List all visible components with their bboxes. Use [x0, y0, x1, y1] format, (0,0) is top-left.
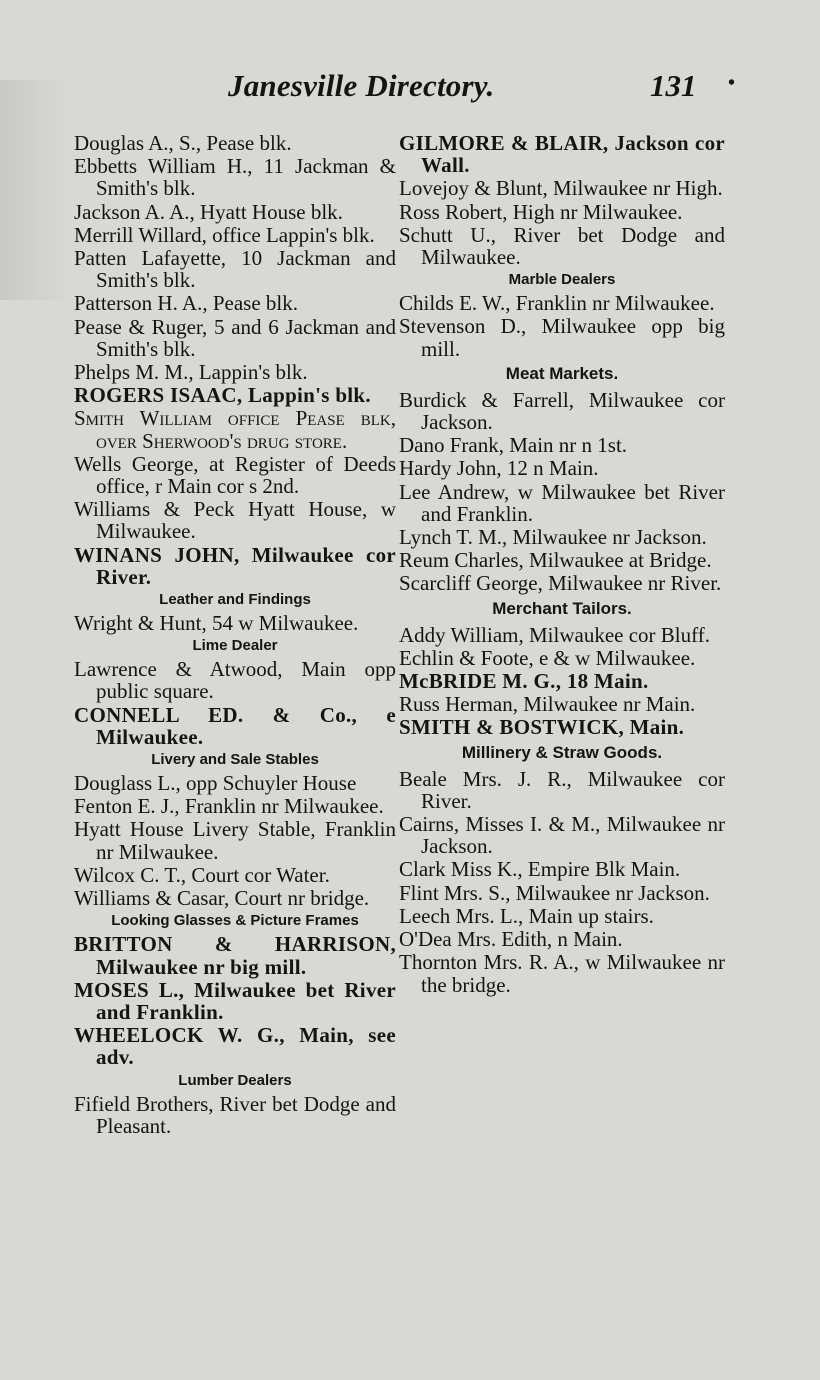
directory-entry: WINANS JOHN, Milwaukee cor River.	[74, 542, 396, 589]
directory-entry: Flint Mrs. S., Milwaukee nr Jackson.	[399, 880, 710, 905]
section-heading: Looking Glasses & Picture Frames	[111, 912, 359, 930]
directory-entry: Phelps M. M., Lappin's blk.	[74, 360, 308, 385]
directory-entry: Patterson H. A., Pease blk.	[74, 291, 298, 316]
directory-entry: Lynch T. M., Milwaukee nr Jackson.	[399, 525, 707, 550]
directory-entry: GILMORE & BLAIR, Jackson cor Wall.	[399, 131, 725, 178]
directory-entry: Addy William, Milwaukee cor Bluff.	[399, 622, 710, 647]
section-heading: Leather and Findings	[159, 591, 311, 609]
right-column	[399, 132, 725, 997]
directory-entry: Ross Robert, High nr Milwaukee.	[399, 199, 683, 224]
directory-entry: Douglass L., opp Schuyler House	[74, 771, 357, 796]
directory-entry: Echlin & Foote, e & w Milwaukee.	[399, 645, 696, 670]
directory-entry: Williams & Casar, Court nr bridge.	[74, 886, 370, 911]
directory-entry: Merrill Willard, office Lappin's blk.	[74, 222, 375, 247]
directory-entry: Douglas A., S., Pease blk.	[74, 131, 292, 155]
section-heading: Meat Markets.	[505, 363, 619, 383]
directory-entry: SMITH & BOSTWICK, Main.	[399, 715, 685, 740]
section-heading: Marble Dealers	[508, 271, 616, 289]
directory-entry: Beale Mrs. J. R., Milwaukee cor River.	[399, 766, 725, 813]
directory-entry: Schutt U., River bet Dodge and Milwaukee.	[399, 222, 725, 270]
directory-entry: Russ Herman, Milwaukee nr Main.	[399, 692, 696, 717]
directory-entry: ROGERS ISAAC, Lappin's blk.	[74, 383, 371, 408]
directory-entry: CONNELL ED. & Co., e Milwaukee.	[74, 702, 396, 749]
section-heading: Lime Dealer	[192, 637, 278, 655]
directory-entry: Scarcliff George, Milwaukee nr River.	[399, 571, 722, 596]
page-number: 131	[650, 68, 697, 103]
left-column	[74, 132, 396, 1138]
directory-entry: Cairns, Misses I. & M., Milwaukee nr Jackson.	[399, 812, 725, 859]
directory-entry: Lee Andrew, w Milwaukee bet River and Franklin.	[399, 479, 725, 526]
directory-entry: Reum Charles, Milwaukee at Bridge.	[399, 548, 712, 573]
directory-entry: Fifield Brothers, River bet Dodge and Pleasant.	[74, 1091, 396, 1138]
directory-entry: Smith William office Pease blk, over Sherwood's drug store.	[74, 406, 396, 453]
directory-entry: Jackson A. A., Hyatt House blk.	[74, 199, 343, 224]
section-heading: Livery and Sale Stables	[151, 751, 319, 769]
directory-entry: Pease & Ruger, 5 and 6 Jackman and Smith's blk.	[74, 314, 396, 361]
directory-entry: Childs E. W., Franklin nr Milwaukee.	[399, 291, 715, 316]
directory-entry: Leech Mrs. L., Main up stairs.	[399, 903, 654, 928]
directory-entry: BRITTON & HARRISON, Milwaukee nr big mill.	[74, 932, 396, 979]
section-heading: Merchant Tailors.	[492, 598, 632, 618]
directory-entry: Lovejoy & Blunt, Milwaukee nr High.	[399, 176, 723, 201]
print-mark: •	[728, 72, 736, 94]
directory-entry: Hardy John, 12 n Main.	[399, 456, 599, 481]
page-header	[0, 68, 820, 112]
directory-entry: O'Dea Mrs. Edith, n Main.	[399, 927, 623, 952]
directory-entry: Stevenson D., Milwaukee opp big mill.	[399, 314, 725, 361]
directory-entry: Clark Miss K., Empire Blk Main.	[399, 857, 681, 882]
section-heading: Millinery & Straw Goods.	[461, 742, 663, 762]
running-title: Janesville Directory.	[228, 68, 495, 103]
section-heading: Lumber Dealers	[178, 1071, 292, 1089]
directory-entry: Dano Frank, Main nr n 1st.	[399, 433, 628, 458]
directory-entry: Patten Lafayette, 10 Jackman and Smith's blk.	[74, 246, 396, 293]
page-scan-shadow	[0, 80, 70, 300]
directory-entry: Williams & Peck Hyatt House, w Milwaukee.	[74, 497, 396, 544]
directory-entry: Wilcox C. T., Court cor Water.	[74, 862, 330, 887]
directory-entry: Thornton Mrs. R. A., w Milwaukee nr the bridge.	[399, 950, 725, 997]
directory-entry: Burdick & Farrell, Milwaukee cor Jackson.	[399, 387, 725, 435]
directory-entry: Fenton E. J., Franklin nr Milwaukee.	[74, 794, 384, 819]
directory-entry: Hyatt House Livery Stable, Franklin nr Milwaukee.	[74, 817, 396, 864]
directory-entry: Ebbetts William H., 11 Jackman & Smith's blk.	[74, 154, 396, 201]
directory-entry: Wells George, at Register of Deeds office, r Main cor s 2nd.	[74, 451, 396, 499]
directory-entry: McBRIDE M. G., 18 Main.	[399, 669, 649, 694]
directory-entry: Lawrence & Atwood, Main opp public square.	[74, 657, 396, 704]
directory-entry: MOSES L., Milwaukee bet River and Franklin.	[74, 977, 396, 1024]
directory-entry: Wright & Hunt, 54 w Milwaukee.	[74, 611, 359, 636]
directory-entry: WHEELOCK W. G., Main, see adv.	[74, 1023, 396, 1070]
